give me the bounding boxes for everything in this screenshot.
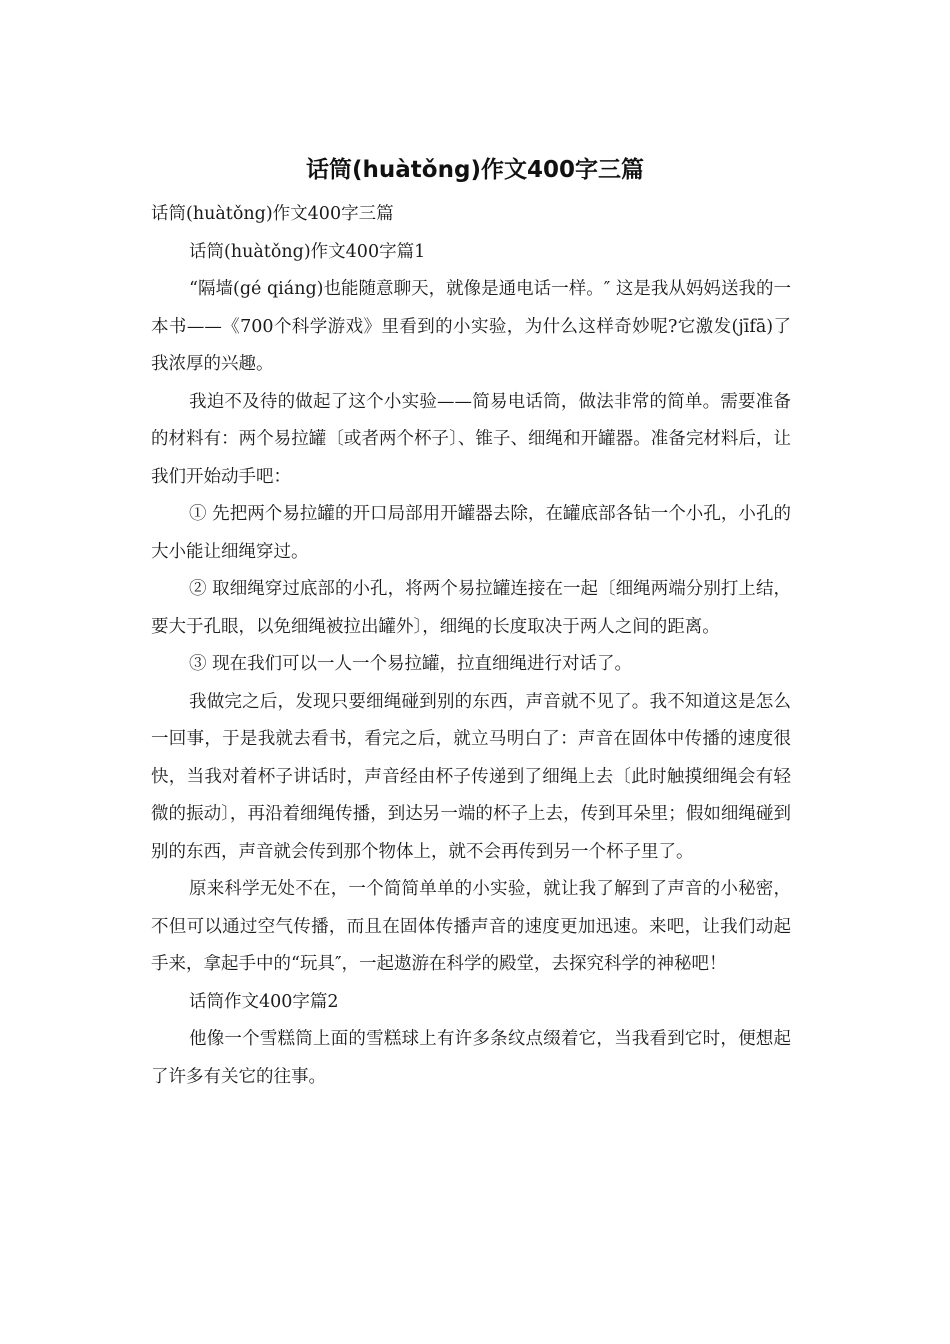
paragraph: 我做完之后，发现只要细绳碰到别的东西，声音就不见了。我不知道这是怎么一回事，于是我就去看书，看完之后，就立马明白了：声音在固体中传播的速度很快，当我对着杯子讲话时，声音经由杯子传递到了细绳上去〔此时触摸细绳会有轻微的振动〕，再沿着细绳传播，到达另一端的杯子上去，传到耳朵里；假如细绳碰到别的东西，声音就会传到那个物体上，就不会再传到另一个杯子里了。 <box>151 691 791 862</box>
paragraph: 我迫不及待的做起了这个小实验——简易电话筒，做法非常的简单。需要准备的材料有：两个易拉罐〔或者两个杯子〕、锥子、细绳和开罐器。准备完材料后，让我们开始动手吧： <box>151 391 791 487</box>
paragraph: 他像一个雪糕筒上面的雪糕球上有许多条纹点缀着它，当我看到它时，便想起了许多有关它的往事。 <box>151 1029 791 1087</box>
document-body <box>151 196 791 1096</box>
subtitle-line: 话筒(huàtǒng)作文400字三篇 <box>151 204 394 224</box>
section-heading-2: 话筒作文400字篇2 <box>189 991 339 1012</box>
step-3-paragraph: ③ 现在我们可以一人一个易拉罐，拉直细绳进行对话了。 <box>189 654 633 674</box>
paragraph: “隔墙(gé qiáng)也能随意聊天，就像是通电话一样。″ 这是我从妈妈送我的一本书——《700个科学游戏》里看到的小实验，为什么这样奇妙呢?它激发(jīfā)了我浓厚的兴趣。 <box>151 279 791 374</box>
step-2-paragraph: ② 取细绳穿过底部的小孔，将两个易拉罐连接在一起〔细绳两端分别打上结，要大于孔眼，以免细绳被拉出罐外〕，细绳的长度取决于两人之间的距离。 <box>151 579 791 637</box>
document-title: 话筒(huàtǒng)作文400字三篇 <box>306 157 644 183</box>
section-heading-1: 话筒(huàtǒng)作文400字篇1 <box>189 241 426 262</box>
paragraph: 原来科学无处不在，一个简简单单的小实验，就让我了解到了声音的小秘密，不但可以通过空气传播，而且在固体传播声音的速度更加迅速。来吧，让我们动起手来，拿起手中的“玩具″，一起遨游在科学的殿堂，去探究科学的神秘吧！ <box>151 879 791 974</box>
step-1-paragraph: ① 先把两个易拉罐的开口局部用开罐器去除，在罐底部各钻一个小孔，小孔的大小能让细绳穿过。 <box>151 504 791 562</box>
